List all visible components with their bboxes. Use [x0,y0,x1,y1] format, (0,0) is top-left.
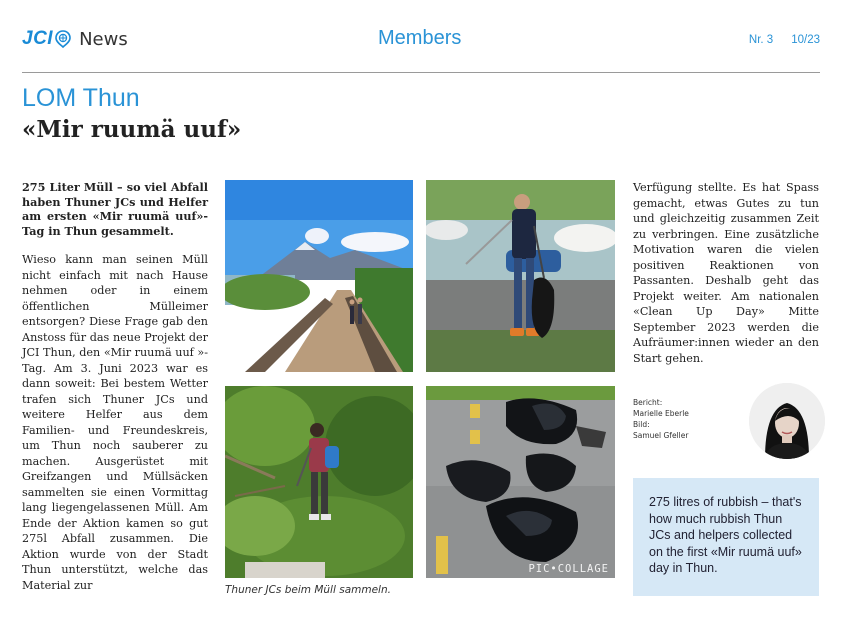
photo-caption: Thuner JCs beim Müll sammeln. [225,584,391,596]
article-body-right: Verfügung stellte. Es hat Spass gemacht, etwas Gutes zu tun und gleichzeitig zusammen Zeit zu verbringen. Eine zusätzliche Motivation waren die vielen positiven Reaktionen von Passanten. Deshalb geht das Projekt weiter. Am nationalen «Clean Up Day» Mitte September 2023 werden die Aufräumer:innen wieder an den Start gehen. [633,181,819,365]
photo-lake-promenade [225,180,413,372]
issue-date: 10/23 [791,34,820,46]
article-title: «Mir ruumä uuf» [22,116,242,143]
article-credits [633,397,689,441]
photographer-name: Samuel Gfeller [633,431,689,440]
page-header [22,22,820,62]
issue-number: Nr. 3 [748,34,774,46]
article-lead: 275 Liter Müll – so viel Abfall haben Thuner JCs und Helfer am ersten «Mir ruumä uuf»-Tag in Thun gesammelt. [22,180,208,238]
author-name: Marielle Eberle [633,409,689,418]
photo-rubbish-bags [426,386,615,578]
article-column-left [22,180,208,593]
publication-name: News [79,28,128,50]
article-section: LOM Thun [22,84,140,112]
photo-man-collecting-rubbish [426,180,615,372]
photo-label: Bild: [633,420,650,429]
collage-watermark: PIC•COLLAGE [528,563,609,575]
report-label: Bericht: [633,398,663,407]
article-body-left: Wieso kann man seinen Müll nicht einfach mit nach Hause nehmen oder in einem öffentlichen Mülleimer entsorgen? Diese Frage gab den Anstoss für das neue Projekt der JCI Thun, den «Mir ruumä uuf »-Tag. Am 3. Juni 2023 war es dann soweit: Bei bestem Wetter trafen sich Thuner JCs und weitere Helfer aus dem Familien- und Freundeskreis, um Thun noch sauberer zu machen. Ausgerüstet mit Greifzangen und Müllsäcken sammelten sie einen Vormittag lang liegengelassenen Müll. Am Ende der Aktion kamen so gut 275l Abfall zusammen. Die Aktion wurde von der Stadt Thun unterstützt, welche das Material zur [22,253,208,592]
english-summary-box: 275 litres of rubbish – that's how much rubbish Thun JCs and helpers collected on the first «Mir ruumä uuf» day in Thun. [633,478,819,596]
jci-globe-icon [55,30,71,48]
issue-info [749,34,820,46]
jci-logo [22,28,128,50]
logo-text: JCI [22,28,54,49]
section-label: Members [378,27,462,49]
photo-person-in-bushes [225,386,413,578]
header-rule [22,72,820,73]
author-avatar [749,383,825,459]
